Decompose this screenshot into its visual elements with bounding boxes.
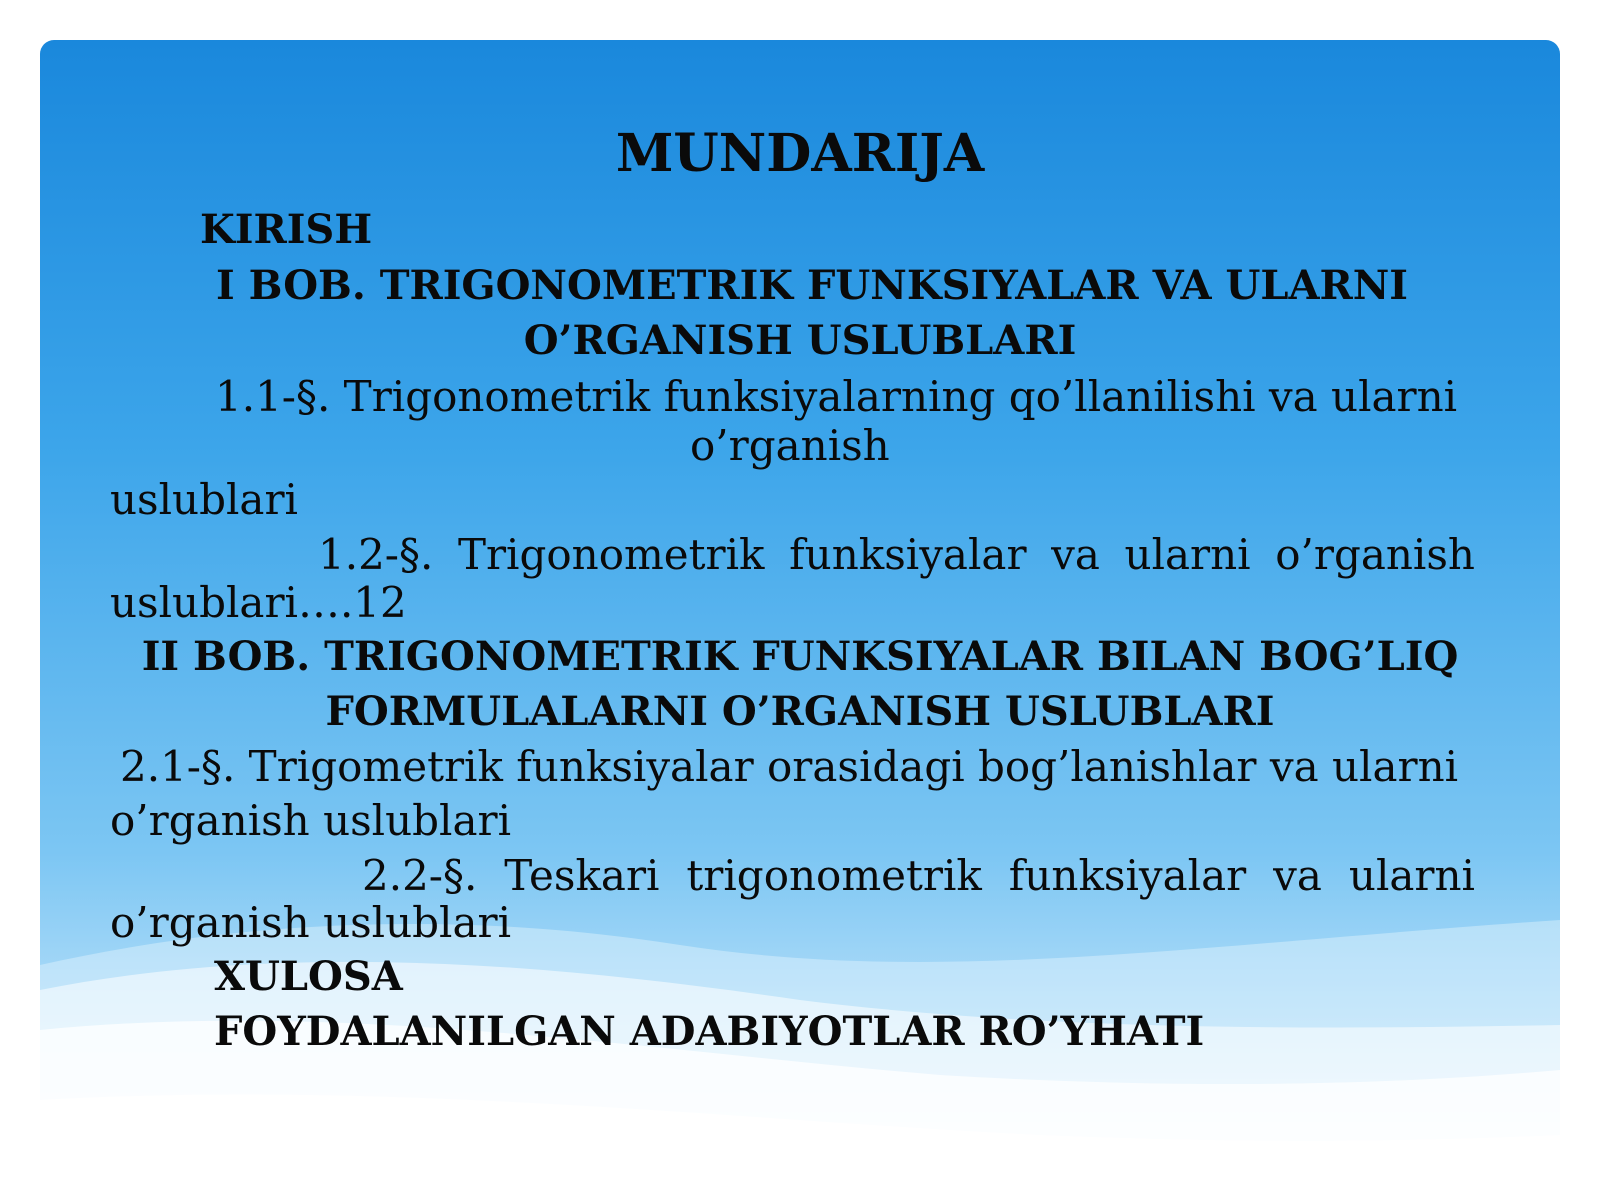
toc-word: 1.2-§. [318, 530, 434, 579]
toc-references: FOYDALANILGAN ADABIYOTLAR RO’YHATI [214, 1008, 1205, 1055]
toc-word: ularni [1124, 530, 1251, 579]
page-title: MUNDARIJA [615, 123, 985, 184]
toc-intro: KIRISH [200, 206, 373, 253]
toc-section-2-1-line1: 2.1-§. Trigometrik funksiyalar orasidagi bog’lanishlar va ularni [120, 742, 1459, 791]
toc-word: o’rganish [1275, 530, 1475, 579]
toc-chapter1-line2: O’RGANISH USLUBLARI [523, 317, 1077, 364]
toc-section-2-1-line2: o’rganish uslublari [110, 796, 512, 845]
toc-section-1-2-line2: uslublari….12 [110, 578, 407, 627]
toc-word: ularni [1348, 851, 1475, 900]
toc-word: 2.2-§. [362, 851, 478, 900]
toc-word: va [1273, 851, 1322, 900]
toc-word: trigonometrik [686, 851, 982, 900]
toc-word: funksiyalar [1008, 851, 1247, 900]
toc-section-1-1-line3: uslublari [110, 475, 298, 524]
toc-word: Teskari [504, 851, 660, 900]
toc-section-2-2-line1 [362, 851, 1475, 900]
toc-chapter2-line1: II BOB. TRIGONOMETRIK FUNKSIYALAR BILAN BOG’LIQ [141, 633, 1459, 680]
toc-conclusion: XULOSA [214, 953, 403, 1000]
toc-word: va [1051, 530, 1100, 579]
toc-section-1-2-line1 [318, 530, 1475, 579]
toc-section-1-1-line2: o’rganish [690, 421, 890, 470]
toc-section-2-2-line2: o’rganish uslublari [110, 898, 512, 947]
toc-chapter1-line1: I BOB. TRIGONOMETRIK FUNKSIYALAR VA ULARNI [216, 262, 1409, 309]
toc-chapter2-line2: FORMULALARNI O’RGANISH USLUBLARI [325, 688, 1275, 735]
toc-word: funksiyalar [789, 530, 1027, 579]
toc-word: Trigonometrik [457, 530, 765, 579]
toc-section-1-1-line1: 1.1-§. Trigonometrik funksiyalarning qo’llanilishi va ularni [215, 372, 1458, 421]
